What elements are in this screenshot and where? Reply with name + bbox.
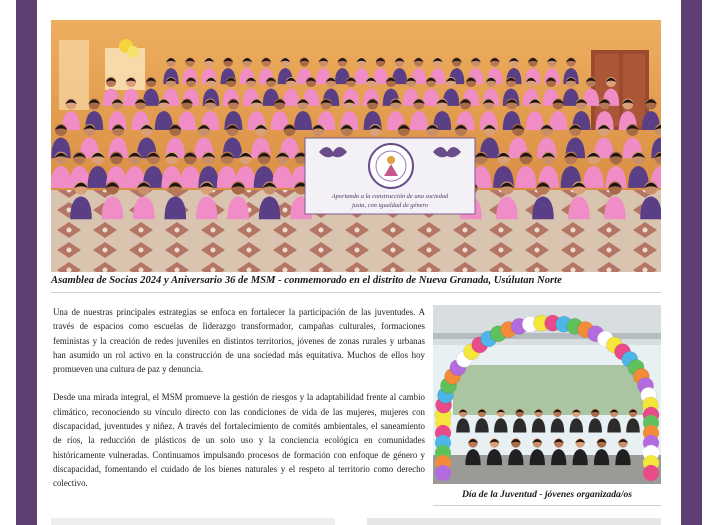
caption-divider	[51, 292, 661, 293]
article-paragraph-1: Una de nuestras principales estrategias se enfoca en fortalecer la participación de las juventudes. A través de espacios como escuelas de liderazgo transformador, campañas culturales, formaciones feministas y la creación de redes juveniles en distintos territorios, jóvenes de zonas rurales y urbanas han asumido un rol activo en la construcción de una sociedad más equitativa. Muchos de ellos hoy promueven una cultura de paz y denuncia.	[53, 307, 425, 375]
next-section-box-left	[51, 518, 335, 525]
banner-text-line2: justa, con igualdad de género	[352, 202, 428, 209]
banner-text-line1: Aportando a la construcción de una sociedad	[331, 193, 449, 200]
newsletter-page	[37, 0, 681, 525]
assembly-group-photo	[51, 20, 661, 272]
article-body	[53, 305, 425, 505]
next-section-box-right	[367, 518, 661, 525]
right-frame-bar	[681, 0, 702, 525]
left-frame-bar	[16, 0, 37, 525]
article-paragraph-2: Desde una mirada integral, el MSM promueve la gestión de riesgos y la adaptabilidad frente al cambio climático, reconociendo su vínculo directo con las condiciones de vida de las mujeres, mujeres con discapacidad, juventudes y niñez. A través del fortalecimiento de comités ambientales, el saneamiento de ríos, la reducción de plásticos de un solo uso y la conciencia ecológica en comunidades históricamente vulneradas. Continuamos impulsando procesos de formación con enfoque de género y discapacidad, fomentando el cuidado de los bienes naturales y el respeto al territorio como derecho colectivo.	[53, 392, 425, 489]
side-caption-divider	[433, 505, 661, 506]
side-photo-caption: Día de la Juventud - jóvenes organizada/os	[461, 489, 633, 500]
youth-day-photo	[433, 305, 661, 484]
organization-banner	[305, 138, 475, 214]
main-photo-caption: Asamblea de Socias 2024 y Aniversario 36 de MSM - conmemorado en el distrito de Nueva Granada, Usúlutan Norte	[51, 275, 562, 286]
